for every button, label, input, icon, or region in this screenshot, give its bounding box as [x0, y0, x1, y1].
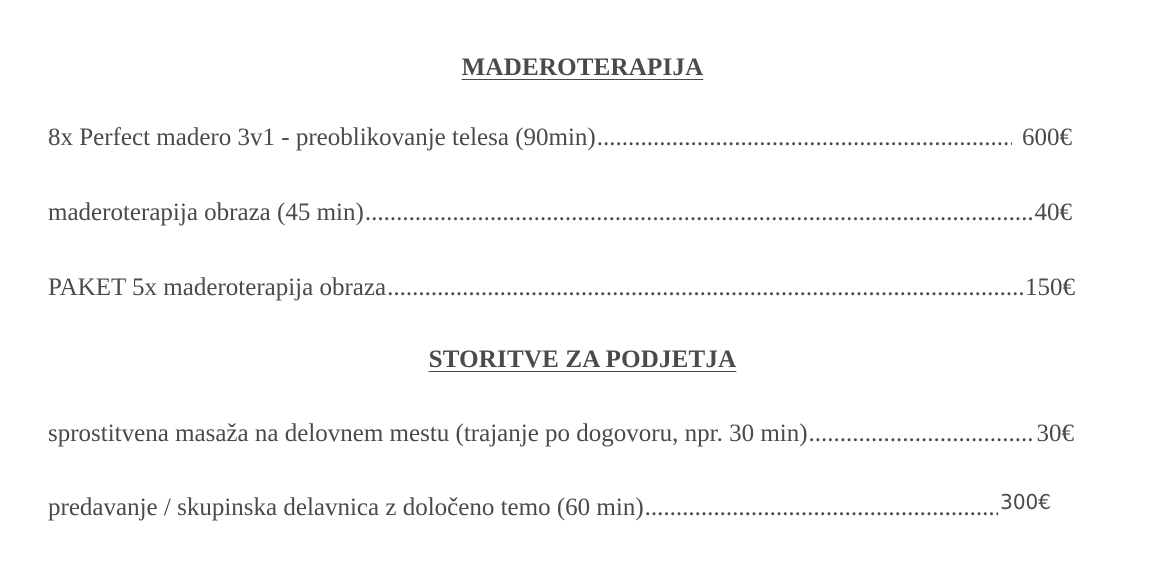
- price-row: [48, 274, 1075, 308]
- price-row: [48, 124, 1072, 158]
- section-title: STORITVE ZA PODJETJA: [428, 346, 737, 373]
- dot-leader: [645, 494, 998, 522]
- service-price: 30€: [1036, 420, 1074, 447]
- dot-leader: [365, 199, 1033, 227]
- dot-leader: [597, 124, 1012, 152]
- dot-leader: [809, 420, 1035, 448]
- dot-leader: [387, 274, 1023, 302]
- service-label: sprostitvena masaža na delovnem mestu (trajanje po dogovoru, npr. 30 min): [48, 420, 808, 447]
- service-label: predavanje / skupinska delavnica z določeno temo (60 min): [48, 494, 644, 521]
- section-title: MADEROTERAPIJA: [461, 54, 704, 81]
- service-price: 300€: [1000, 490, 1051, 514]
- service-label: PAKET 5x maderoterapija obraza: [48, 274, 387, 301]
- service-price: 600€: [1022, 124, 1072, 151]
- service-price: 150€: [1025, 274, 1075, 301]
- price-row: [48, 420, 1074, 454]
- price-row: [48, 490, 1051, 528]
- service-label: maderoterapija obraza (45 min): [48, 199, 364, 226]
- service-price: 40€: [1034, 199, 1072, 226]
- service-label: 8x Perfect madero 3v1 - preoblikovanje telesa (90min): [48, 124, 596, 151]
- price-row: [48, 199, 1072, 233]
